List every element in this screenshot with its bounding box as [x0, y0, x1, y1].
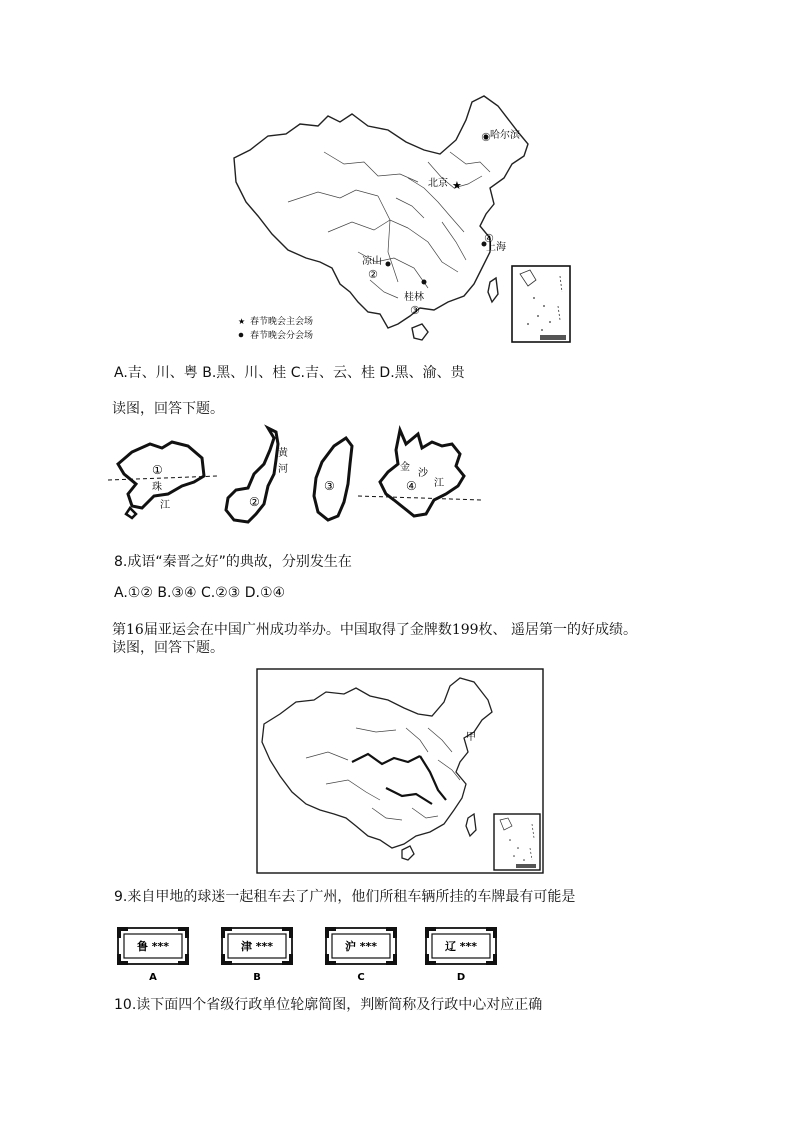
plate-b [221, 927, 293, 983]
label-3: ③ [324, 479, 335, 493]
plate-d-text: 辽 *** [444, 940, 478, 953]
city-beijing: 北京 [428, 178, 448, 189]
hainan-island [412, 324, 428, 340]
svg-text:河: 河 [278, 464, 288, 475]
marker-2: ② [368, 268, 378, 281]
q10-title: 10.读下面四个省级行政单位轮廓简图，判断简称及行政中心对应正确 [114, 997, 543, 1013]
license-plates-figure [112, 922, 506, 984]
svg-text:江: 江 [160, 500, 170, 511]
label-4: ④ [406, 479, 417, 493]
plate-b-letter: B [253, 972, 261, 983]
province-2-outline [226, 428, 289, 522]
plate-c-letter: C [357, 972, 365, 983]
city-liangshan: 凉山 [362, 256, 382, 267]
plate-d-letter: D [456, 972, 466, 983]
q7-options: A.吉、川、粤 B.黑、川、桂 C.吉、云、桂 D.黑、渝、贵 [114, 365, 465, 381]
legend-sub-venue: 春节晚会分会场 [250, 331, 314, 341]
label-2: ② [249, 495, 260, 509]
plate-a-text: 鲁 *** [136, 940, 170, 953]
marker-4: ④ [484, 232, 494, 245]
svg-text:金: 金 [400, 462, 410, 473]
china-map-gala-venues [228, 92, 578, 348]
south-china-sea-inset [512, 266, 570, 342]
svg-text:珠: 珠 [152, 482, 162, 493]
plate-c-text: 沪 *** [344, 940, 378, 953]
plate-c [325, 927, 397, 983]
province-4-outline [358, 430, 482, 516]
marker-3: ③ [410, 304, 420, 317]
q8-options: A.①② B.③④ C.②③ D.①④ [114, 585, 286, 601]
city-shanghai: 上海 [486, 242, 506, 253]
city-guilin: 桂林 [404, 292, 424, 303]
label-1: ① [152, 463, 163, 477]
q9-title: 9.来自甲地的球迷一起租车去了广州，他们所租车辆所挂的车牌最有可能是 [114, 889, 576, 905]
province-3-outline [314, 438, 352, 520]
svg-text:江: 江 [434, 478, 444, 489]
main-venue-star-icon: ★ [452, 179, 462, 192]
taiwan-island [488, 278, 498, 302]
plate-a [117, 927, 189, 983]
china-map-jia [256, 668, 544, 874]
read-map-instruction-2: 读图，回答下题。 [112, 640, 224, 656]
label-jia: 甲 [466, 732, 476, 743]
province-1-outline [108, 442, 218, 518]
svg-text:黄: 黄 [278, 448, 288, 459]
plate-b-text: 津 *** [240, 940, 274, 953]
svg-text:沙: 沙 [418, 468, 428, 479]
legend-dot-icon [239, 333, 244, 338]
marker-1: ① [481, 131, 491, 144]
city-harbin: 哈尔滨 [490, 130, 520, 141]
legend-main-venue: 春节晚会主会场 [250, 317, 314, 327]
legend-star-icon: ★ [238, 317, 246, 326]
south-china-sea-inset-2 [494, 814, 540, 870]
read-map-instruction-1: 读图，回答下题。 [112, 401, 224, 417]
province-outlines-figure [108, 424, 490, 526]
plate-a-letter: A [149, 972, 157, 983]
plate-d [425, 927, 497, 983]
asian-games-passage: 第16届亚运会在中国广州成功举办。中国取得了金牌数199枚、 遥居第一的好成绩。 [112, 622, 637, 638]
q8-title: 8.成语“秦晋之好”的典故，分别发生在 [114, 554, 352, 570]
